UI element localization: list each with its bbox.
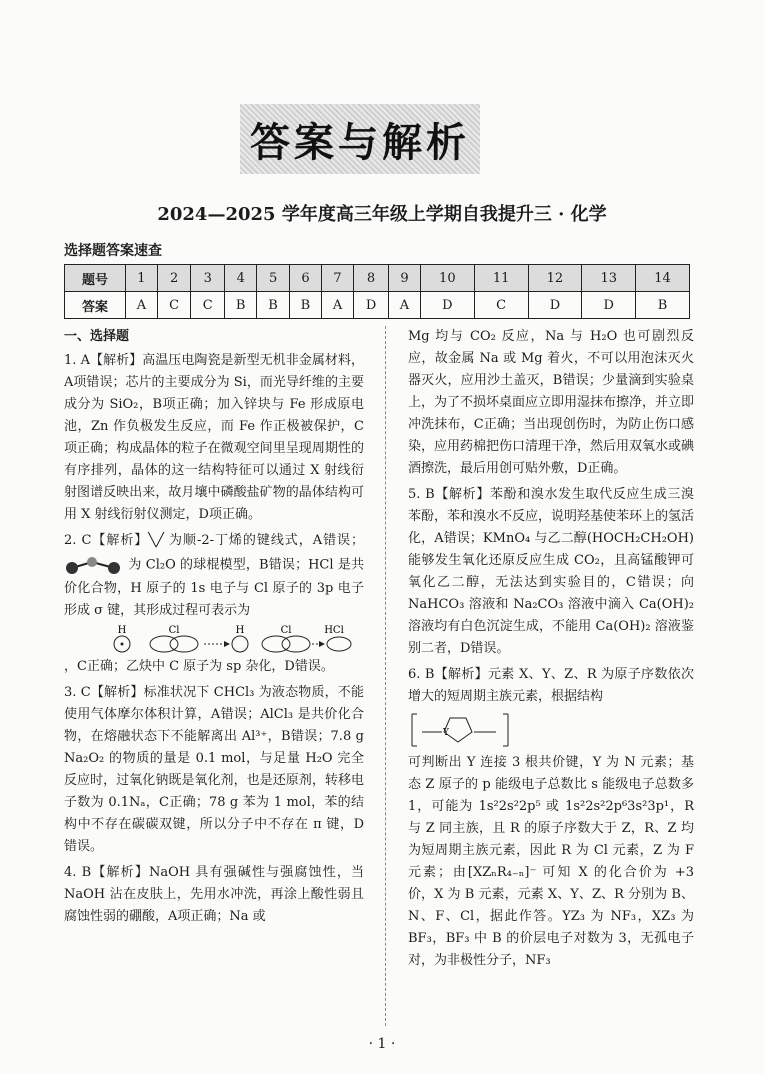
explanation-q2-part2: 为 Cl₂O 的球棍模型，B错误；HCl 是共价化合物，H 原子的 1s 电子与 Cl 原子的 3p 电子形成 σ 键，其形成过程可表示为 [64, 557, 364, 618]
question-number-cell: 4 [225, 265, 257, 292]
question-number-row [65, 265, 690, 292]
row-label-number: 题号 [65, 265, 126, 292]
title-banner [240, 104, 480, 174]
answer-cell: C [157, 292, 191, 319]
explanation-q4: 4. B【解析】NaOH 具有强碱性与强腐蚀性，当 NaOH 沾在皮肤上，先用水冲洗，再涂上酸性弱且腐蚀性弱的硼酸，A项正确；Na 或 [64, 865, 364, 924]
left-column [64, 326, 364, 928]
question-number-cell: 11 [474, 265, 528, 292]
question-number-cell: 13 [582, 265, 636, 292]
explanation-q6-part1: 6. B【解析】元素 X、Y、Z、R 为原子序数依次增大的短周期主族元素，根据结构 [408, 667, 694, 704]
answer-cell: A [126, 292, 158, 319]
diagram-label: H [235, 625, 245, 636]
question-number-cell: 8 [354, 265, 389, 292]
answer-cell: D [420, 292, 474, 319]
question-number-cell: 14 [636, 265, 690, 292]
explanation-q6-part2: 可判断出 Y 连接 3 根共价键，Y 为 N 元素；基态 Z 原子的 p 能级电子总数比 s 能级电子总数多 1，可能为 1s²2s²2p⁵ 或 1s²2s²2p⁶3s²3p¹，R 与 Z 同主族，且 R 的原子序数大于 Z，R、Z 均为短周期主族元素，因此 R 为 Cl 元素，Z 为 F 元素；由[XZₙR₄₋ₙ]⁻ 可知 X 的化合价为 +3 价，X 为 B 元素，元素 X、Y、Z、R 分别为 B、N、F、Cl，据此作答。YZ₃ 为 NF₃，XZ₃ 为 BF₃，BF₃ 中 B 的价层电子对数为 3，无孤电子对，为非极性分子，NF₃ [408, 755, 694, 968]
explanation-q2-part3: ，C正确；乙炔中 C 原子为 sp 杂化，D错误。 [64, 659, 334, 674]
page-title: 答案与解析 [250, 118, 470, 166]
diagram-label: HCl [324, 625, 344, 636]
question-number-cell: 1 [126, 265, 158, 292]
answer-row [65, 292, 690, 319]
page-number: · 1 · [368, 1036, 396, 1052]
diagram-label: Cl [280, 625, 292, 636]
question-number-cell: 7 [322, 265, 354, 292]
answer-cell: B [636, 292, 690, 319]
answer-cell: C [191, 292, 225, 319]
row-label-answer: 答案 [65, 292, 126, 319]
question-number-cell: 3 [191, 265, 225, 292]
explanation-q2-part1: 2. C【解析】╲╱ 为顺-2-丁烯的键线式，A错误； [64, 533, 364, 548]
diagram-label: Cl [168, 625, 180, 636]
answer-cell: B [225, 292, 257, 319]
right-column [408, 326, 694, 972]
explanation-q5: 5. B【解析】苯酚和溴水发生取代反应生成三溴苯酚，苯和溴水不反应，说明羟基使苯环上的氢活化，A错误；KMnO₄ 与乙二醇(HOCH₂CH₂OH)能够发生氧化还原反应生成 CO₂，且高锰酸钾可氧化乙二醇，无法达到实验目的，C错误；向 NaHCO₃ 溶液和 Na₂CO₃ 溶液中滴入 Ca(OH)₂ 溶液均有白色沉淀生成，不能用 Ca(OH)₂ 溶液鉴别二者，D错误。 [408, 487, 695, 656]
hcl-formation-diagram [64, 624, 354, 654]
explanation-q2 [64, 530, 364, 678]
ball-stick-model-figure [64, 554, 124, 576]
ring-structure-figure [408, 710, 518, 750]
column-divider [385, 326, 386, 1026]
answer-cell: A [322, 292, 354, 319]
answer-cell: D [528, 292, 582, 319]
explanation-q6 [408, 664, 694, 972]
answer-section-heading: 选择题答案速查 [64, 243, 162, 259]
answer-table [64, 264, 690, 319]
explanation-q4-continued: Mg 均与 CO₂ 反应，Na 与 H₂O 也可剧烈反应，故金属 Na 或 Mg 着火，不可以用泡沫灭火器灭火，应用沙土盖灭，B错误；少量滴到实验桌上，为了不损坏桌面应立即用湿抹布擦净，并立即冲洗抹布，C正确；当出现创伤时，为防止伤口感染，应用药棉把伤口清理干净，然后用双氧水或碘酒擦洗，最后用创可贴外敷，D正确。 [408, 329, 695, 476]
question-number-cell: 9 [389, 265, 421, 292]
exam-subtitle: 2024—2025 学年度高三年级上学期自我提升三 · 化学 [157, 204, 607, 225]
explanation-q1: 1. A【解析】高温压电陶瓷是新型无机非金属材料，A项错误；芯片的主要成分为 Si，而光导纤维的主要成分为 SiO₂，B项正确；加入锌块与 Fe 形成原电池，Zn 作负极发生反应，而 Fe 作正极被保护，C项正确；构成晶体的粒子在微观空间里呈现周期性的有序排列，晶体的这一结构特征可以通过 X 射线衍射图谱反映出来，故月壤中磷酸盐矿物的晶体结构可用 X 射线衍射仪测定，D项正确。 [64, 353, 364, 522]
answer-cell: D [354, 292, 389, 319]
answer-cell: C [474, 292, 528, 319]
answer-cell: B [257, 292, 289, 319]
question-number-cell: 6 [289, 265, 321, 292]
choice-section-heading: 一、选择题 [64, 329, 130, 344]
question-number-cell: 10 [420, 265, 474, 292]
question-number-cell: 12 [528, 265, 582, 292]
question-number-cell: 2 [157, 265, 191, 292]
ring-atom-label: Y [443, 728, 449, 738]
question-number-cell: 5 [257, 265, 289, 292]
explanation-q3: 3. C【解析】标准状况下 CHCl₃ 为液态物质，不能使用气体摩尔体积计算，A错误；AlCl₃ 是共价化合物，在熔融状态下不能解离出 Al³⁺，B错误；7.8 g Na₂O₂ 的物质的量是 0.1 mol，与足量 H₂O 完全反应时，过氧化钠既是氧化剂，也是还原剂，转移电子数为 0.1Nₐ，C正确；78 g 苯为 1 mol，苯的结构中不存在碳碳双键，所以分子中不存在 π 键，D错误。 [64, 685, 364, 854]
answer-cell: B [289, 292, 321, 319]
answer-cell: D [582, 292, 636, 319]
diagram-label: H [117, 625, 127, 636]
answer-cell: A [389, 292, 421, 319]
